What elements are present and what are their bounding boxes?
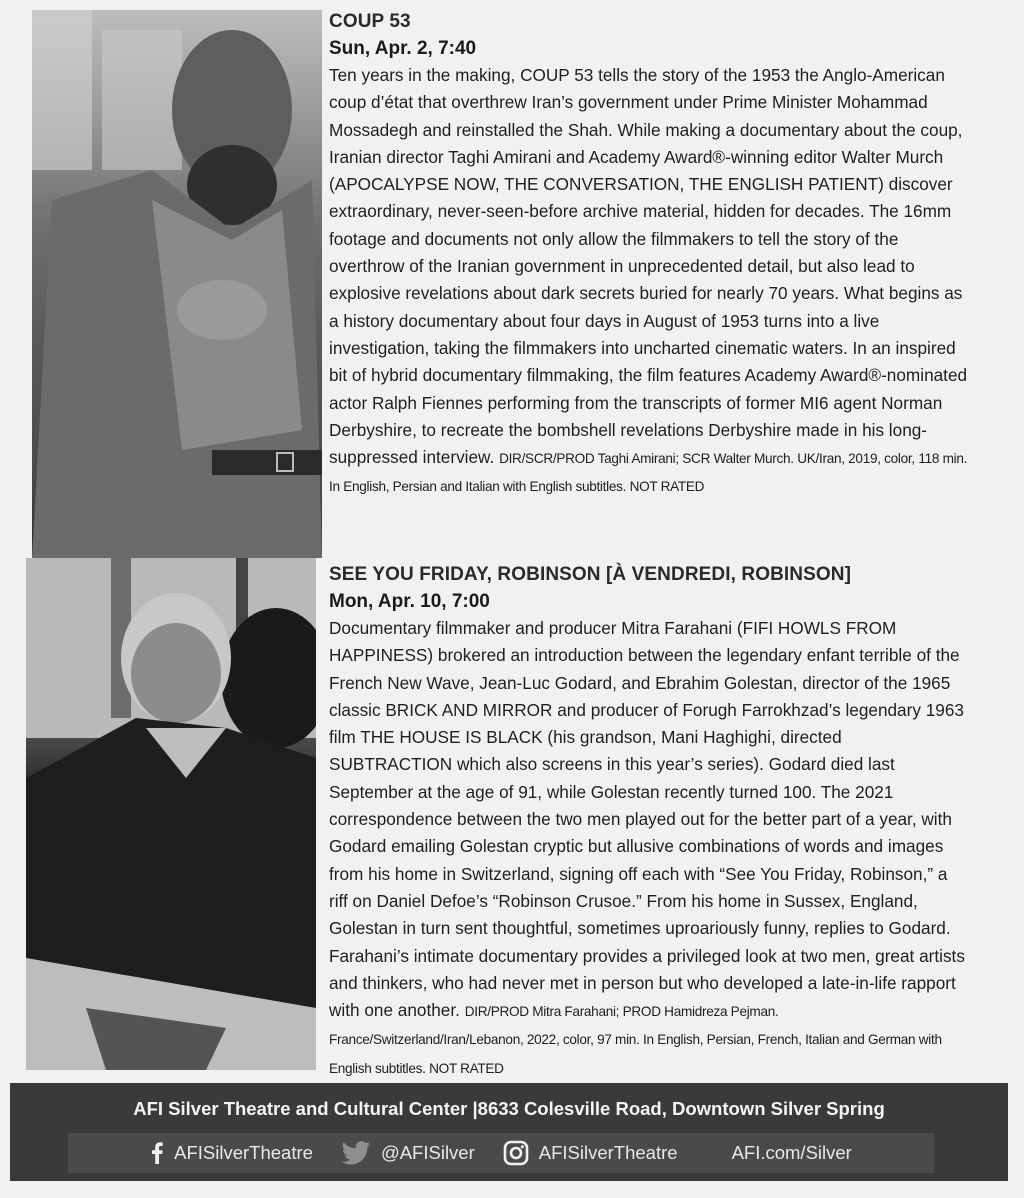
film-title: COUP 53 xyxy=(329,11,411,32)
facebook-link[interactable] xyxy=(150,1142,313,1164)
film-synopsis: Documentary filmmaker and producer Mitra Farahani (FIFI HOWLS FROM HAPPINESS) brokered an introduction between the legendary enfant terrible of the French New Wave, Jean-Luc Godard, and Ebrahim Golestan, director of the 1965 classic BRICK AND MIRROR and producer of Forugh Farrokhzad’s legendary 1963 film THE HOUSE IS BLACK (his grandson, Mani Haghighi, directed SUBTRACTION which also screens in this year’s series). Godard died last September at the age of 91, while Golestan recently turned 100. The 2021 correspondence between the two men played out for the better part of a year, with Godard emailing Golestan cryptic but allusive combinations of words and images from his home in Switzerland, signing off each with “See You Friday, Robinson,” a riff on Daniel Defoe’s “Robinson Crusoe.” From his home in Sussex, England, Golestan in turn sent thoughtful, sometimes uproariously funny, replies to Godard. Farahani’s intimate documentary provides a privileged look at two men, great artists and thinkers, who had never met in person but who developed a late-in-life rapport with one another. xyxy=(329,618,965,1021)
film-photo-see-you-friday-robinson xyxy=(26,558,316,1070)
facebook-handle: AFISilverTheatre xyxy=(174,1142,313,1163)
website-link[interactable] xyxy=(732,1142,852,1164)
website-url: AFI.com/Silver xyxy=(731,1142,852,1163)
film-description xyxy=(329,615,969,1082)
film-listing xyxy=(329,562,969,1082)
facebook-icon xyxy=(150,1142,164,1164)
film-credits: DIR/SCR/PROD Taghi Amirani; SCR Walter Murch. UK/Iran, 2019, color, 118 min. In English, Persian and Italian with English subtitles. NOT RATED xyxy=(329,451,968,495)
film-synopsis: Ten years in the making, COUP 53 tells the story of the 1953 the Anglo-American coup d’état that overthrew Iran’s government under Prime Minister Mohammad Mossadegh and reinstalled the Shah. While making a documentary about the coup, Iranian director Taghi Amirani and Academy Award®-winning editor Walter Murch (APOCALYPSE NOW, THE CONVERSATION, THE ENGLISH PATIENT) discover extraordinary, never-seen-before archive material, hidden for decades. The 16mm footage and documents not only allow the filmmakers to tell the story of the overthrow of the Iranian government in unprecedented detail, but also lead to explosive revelations about dark secrets buried for nearly 70 years. What begins as a history documentary about four days in August of 1953 turns into a live investigation, taking the filmmakers into uncharted cinematic waters. In an inspired bit of hybrid documentary filmmaking, the film features Academy Award®-nominated actor Ralph Fiennes performing from the transcripts of former MI6 agent Norman Derbyshire, to recreate the bombshell revelations Derbyshire made in his long-suppressed interview. xyxy=(329,65,968,468)
film-listing xyxy=(329,9,969,501)
twitter-handle: @AFISilver xyxy=(380,1142,475,1163)
instagram-icon xyxy=(503,1140,529,1166)
twitter-link[interactable] xyxy=(341,1141,475,1165)
venue-address: AFI Silver Theatre and Cultural Center |8633 Colesville Road, Downtown Silver Spring xyxy=(133,1098,885,1119)
film-showtime: Mon, Apr. 10, 7:00 xyxy=(329,591,490,612)
instagram-handle: AFISilverTheatre xyxy=(538,1142,678,1163)
twitter-icon xyxy=(341,1141,371,1165)
film-description xyxy=(329,62,969,501)
venue-footer xyxy=(10,1083,1008,1181)
film-showtime: Sun, Apr. 2, 7:40 xyxy=(329,38,477,59)
film-credits: DIR/PROD Mitra Farahani; PROD Hamidreza Pejman. France/Switzerland/Iran/Lebanon, 2022, color, 97 min. In English, Persian, French, Italian and German with English subtitles. NOT RATED xyxy=(329,1004,942,1076)
social-links xyxy=(68,1133,934,1173)
film-title: SEE YOU FRIDAY, ROBINSON [À VENDREDI, ROBINSON] xyxy=(329,564,851,585)
instagram-link[interactable] xyxy=(503,1140,678,1166)
photo-illustration xyxy=(32,10,322,558)
film-photo-coup-53 xyxy=(32,10,322,558)
photo-illustration xyxy=(26,558,316,1070)
